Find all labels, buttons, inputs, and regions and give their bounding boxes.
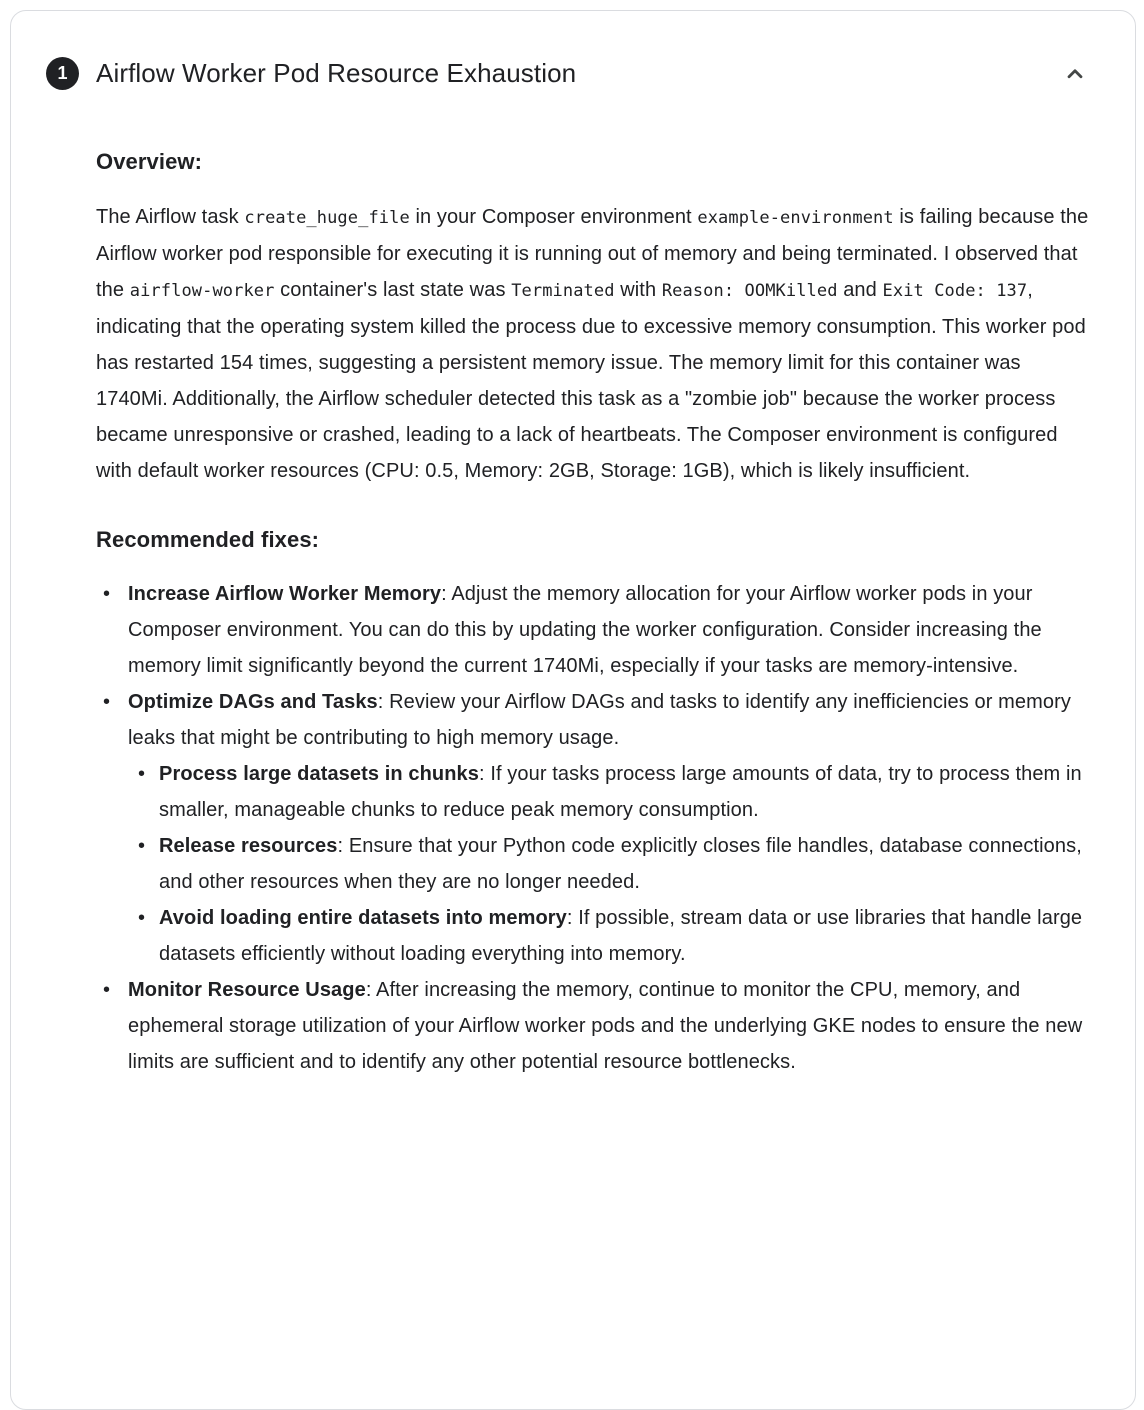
fix-item-text: : After increasing the memory, continue to monitor the CPU, memory, and ephemeral storage utilization of your Airflow worker pods and the underlying GKE nodes to ensure the new limits are sufficient and to identify any other potential resource bottlenecks. [128,979,1083,1073]
issue-number-badge: 1 [46,57,79,90]
paragraph-text: The Airflow task [96,206,245,228]
fixes-list [96,576,1097,1080]
fix-item-text: : If possible, stream data or use libraries that handle large datasets efficiently without loading everything into memory. [159,907,1083,965]
fix-item-text: : Ensure that your Python code explicitly closes file handles, database connections, and other resources when they are no longer needed. [159,835,1082,893]
chevron-up-icon [1062,61,1088,87]
collapse-button[interactable] [1062,61,1088,87]
paragraph-text: and [837,279,883,301]
inline-code: Exit Code: 137 [882,281,1028,301]
paragraph-text: , indicating that the operating system killed the process due to excessive memory consumption. This worker pod has restarted 154 times, suggesting a persistent memory issue. The memory limit for this container was 1740Mi. Additionally, the Airflow scheduler detected this task as a "zombie job" because the worker process became unresponsive or crashed, leading to a lack of heartbeats. The Composer environment is configured with default worker resources (CPU: 0.5, Memory: 2GB, Storage: 1GB), which is likely insufficient. [96,279,1086,482]
overview-paragraph [96,199,1097,489]
fix-item-lead: Process large datasets in chunks [159,763,480,785]
issue-card [10,10,1136,1410]
fix-item-lead: Avoid loading entire datasets into memory [159,907,567,929]
inline-code: Terminated [511,281,615,301]
fix-item-lead: Release resources [159,835,338,857]
overview-heading: Overview: [96,149,203,174]
fix-item-text: : Review your Airflow DAGs and tasks to identify any inefficiencies or memory leaks that might be contributing to high memory usage. [128,691,1071,749]
paragraph-text: in your Composer environment [409,206,698,228]
fix-item-lead: Increase Airflow Worker Memory [128,583,442,605]
paragraph-text: container's last state was [274,279,512,301]
fixes-heading: Recommended fixes: [96,527,320,552]
issue-card-body [11,147,1135,1140]
fix-item [128,900,1097,972]
fix-item [128,828,1097,900]
inline-code: Reason: OOMKilled [661,281,838,301]
fix-item-lead: Monitor Resource Usage [128,979,366,1001]
fix-item [96,576,1097,684]
fix-item-text: : If your tasks process large amounts of data, try to process them in smaller, manageable chunks to reduce peak memory consumption. [159,763,1082,821]
issue-title: Airflow Worker Pod Resource Exhaustion [96,58,577,88]
inline-code: example-environment [697,208,894,228]
fix-item [96,972,1097,1080]
issue-card-header [11,11,1135,90]
fix-item-lead: Optimize DAGs and Tasks [128,691,378,713]
inline-code: create_huge_file [244,208,410,228]
paragraph-text: with [614,279,662,301]
fix-item-text: : Adjust the memory allocation for your Airflow worker pods in your Composer environment. You can do this by updating the worker configuration. Consider increasing the memory limit significantly beyond the current 1740Mi, especially if your tasks are memory-intensive. [128,583,1042,677]
fixes-sublist [128,756,1097,972]
inline-code: airflow-worker [129,281,275,301]
fix-item [128,756,1097,828]
paragraph-text: is failing because the Airflow worker pod responsible for executing it is running out of memory and being terminated. I observed that the [96,206,1089,301]
fix-item [96,684,1097,972]
